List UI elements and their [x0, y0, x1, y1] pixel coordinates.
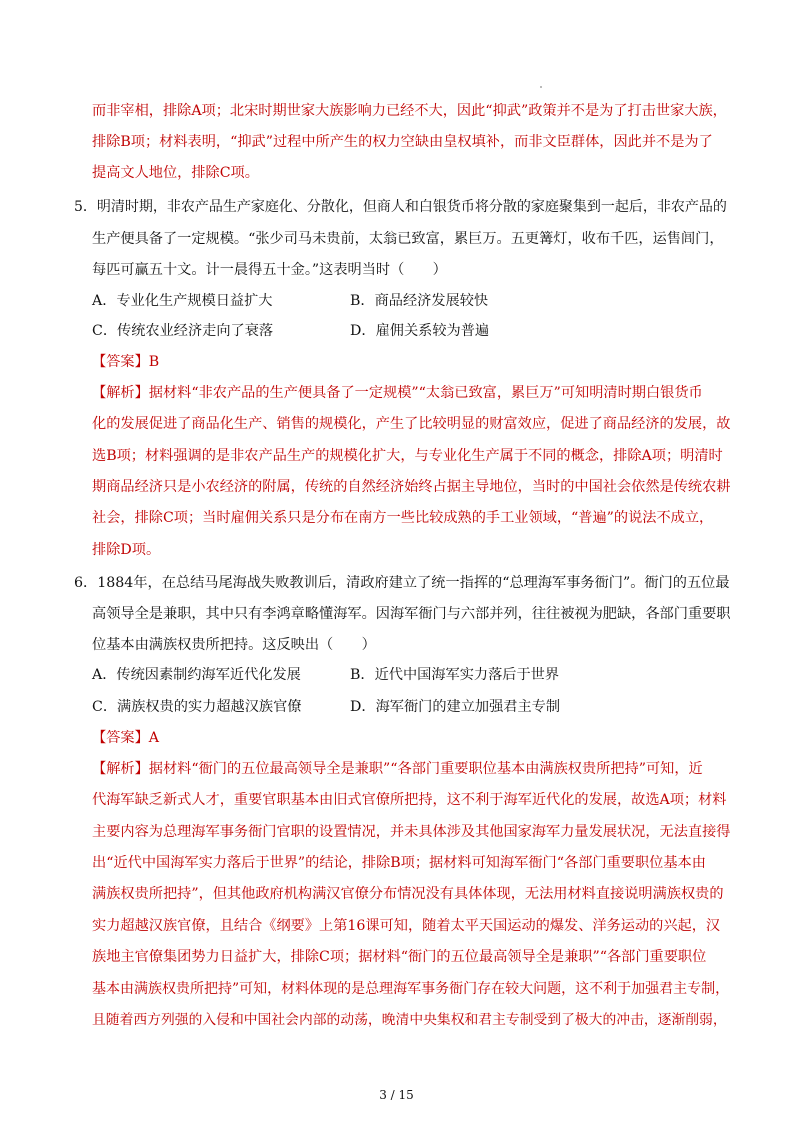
prev-analysis-line: 排除B项；材料表明，“抑武”过程中所产生的权力空缺由皇权填补，而非文臣群体，因此并不是为了 [92, 134, 713, 150]
question-5-option-d: D．雇佣关系较为普遍 [350, 323, 490, 339]
question-5-stem: 每匹可赢五十文。计一晨得五十金。”这表明当时（ ） [92, 262, 447, 278]
question-5-option-c: C．传统农业经济走向了衰落 [92, 323, 274, 339]
question-6-option-a: A．传统因素制约海军近代化发展 [92, 667, 301, 683]
question-6-option-d: D．海军衙门的建立加强君主专制 [350, 699, 561, 715]
page-number: 3 / 15 [379, 1088, 414, 1102]
question-5-option-b: B．商品经济发展较快 [350, 293, 489, 309]
question-6-analysis: 出“近代中国海军实力落后于世界”的结论，排除B项；据材料可知海军衙门“各部门重要职位基本由 [92, 855, 706, 871]
question-5-option-a: A．专业化生产规模日益扩大 [92, 293, 273, 309]
question-6-analysis: 代海军缺乏新式人才，重要官职基本由旧式官僚所把持，这不利于海军近代化的发展，故选A项；材料 [92, 792, 727, 808]
prev-analysis-line: 提高文人地位，排除C项。 [92, 165, 259, 181]
question-6-analysis: 实力超越汉族官僚，且结合《纲要》上第16课可知，随着太平天国运动的爆发、洋务运动的兴起，汉 [92, 918, 721, 934]
question-6-analysis: 主要内容为总理海军事务衙门官职的设置情况，并未具体涉及其他国家海军力量发展状况，无法直接得 [92, 824, 731, 840]
question-6-answer: 【答案】A [92, 730, 159, 746]
question-5-analysis: 社会，排除C项；当时雇佣关系只是分布在南方一些比较成熟的手工业领域，“普遍”的说法不成立， [92, 510, 714, 526]
question-5-analysis: 期商品经济只是小农经济的附属，传统的自然经济始终占据主导地位，当时的中国社会依然是传统农耕 [92, 479, 731, 495]
question-6-stem: 6．1884年，在总结马尾海战失败教训后，清政府建立了统一指挥的“总理海军事务衙门”。衙门的五位最 [74, 575, 730, 591]
scan-dot [540, 86, 542, 88]
question-6-analysis: 基本由满族权贵所把持”可知，材料体现的是总理海军事务衙门存在较大问题，这不利于加强君主专制， [92, 981, 730, 997]
question-5-analysis: 化的发展促进了商品化生产、销售的规模化，产生了比较明显的财富效应，促进了商品经济的发展，故 [92, 416, 731, 432]
question-6-option-b: B．近代中国海军实力落后于世界 [350, 667, 560, 683]
question-6-analysis: 满族权贵所把持”，但其他政府机构满汉官僚分布情况没有具体体现，无法用材料直接说明满族权贵的 [92, 886, 724, 902]
prev-analysis-line: 而非宰相，排除A项；北宋时期世家大族影响力已经不大，因此“抑武”政策并不是为了打击世家大族， [92, 103, 727, 119]
question-6-analysis: 且随着西方列强的入侵和中国社会内部的动荡，晚清中央集权和君主专制受到了极大的冲击，逐渐削弱， [92, 1012, 727, 1028]
question-6-analysis: 【解析】据材料“衙门的五位最高领导全是兼职”“各部门重要职位基本由满族权贵所把持”可知，近 [92, 761, 703, 777]
question-6-stem: 高领导全是兼职，其中只有李鸿章略懂海军。因海军衙门与六部并列，往往被视为肥缺，各部门重要职 [92, 606, 731, 622]
question-6-option-c: C．满族权贵的实力超越汉族官僚 [92, 699, 302, 715]
question-5-stem: 5．明清时期，非农产品生产家庭化、分散化，但商人和白银货币将分散的家庭聚集到一起后，非农产品的 [74, 199, 727, 215]
question-6-analysis: 族地主官僚集团势力日益扩大，排除C项；据材料“衙门的五位最高领导全是兼职”“各部门重要职位 [92, 949, 707, 965]
question-6-stem: 位基本由满族权贵所把持。这反映出（ ） [92, 637, 376, 653]
question-5-analysis: 排除D项。 [92, 542, 161, 558]
question-5-analysis: 【解析】据材料“非农产品的生产便具备了一定规模”“太翁已致富，累巨万”可知明清时期白银货币 [92, 385, 703, 401]
question-5-analysis: 选B项；材料强调的是非农产品生产的规模化扩大，与专业化生产属于不同的概念，排除A项；明清时 [92, 448, 723, 464]
question-5-stem: 生产便具备了一定规模。“张少司马未贵前，太翁已致富，累巨万。五更篝灯，收布千匹，运售闾门， [92, 231, 724, 247]
question-5-answer: 【答案】B [92, 354, 160, 370]
